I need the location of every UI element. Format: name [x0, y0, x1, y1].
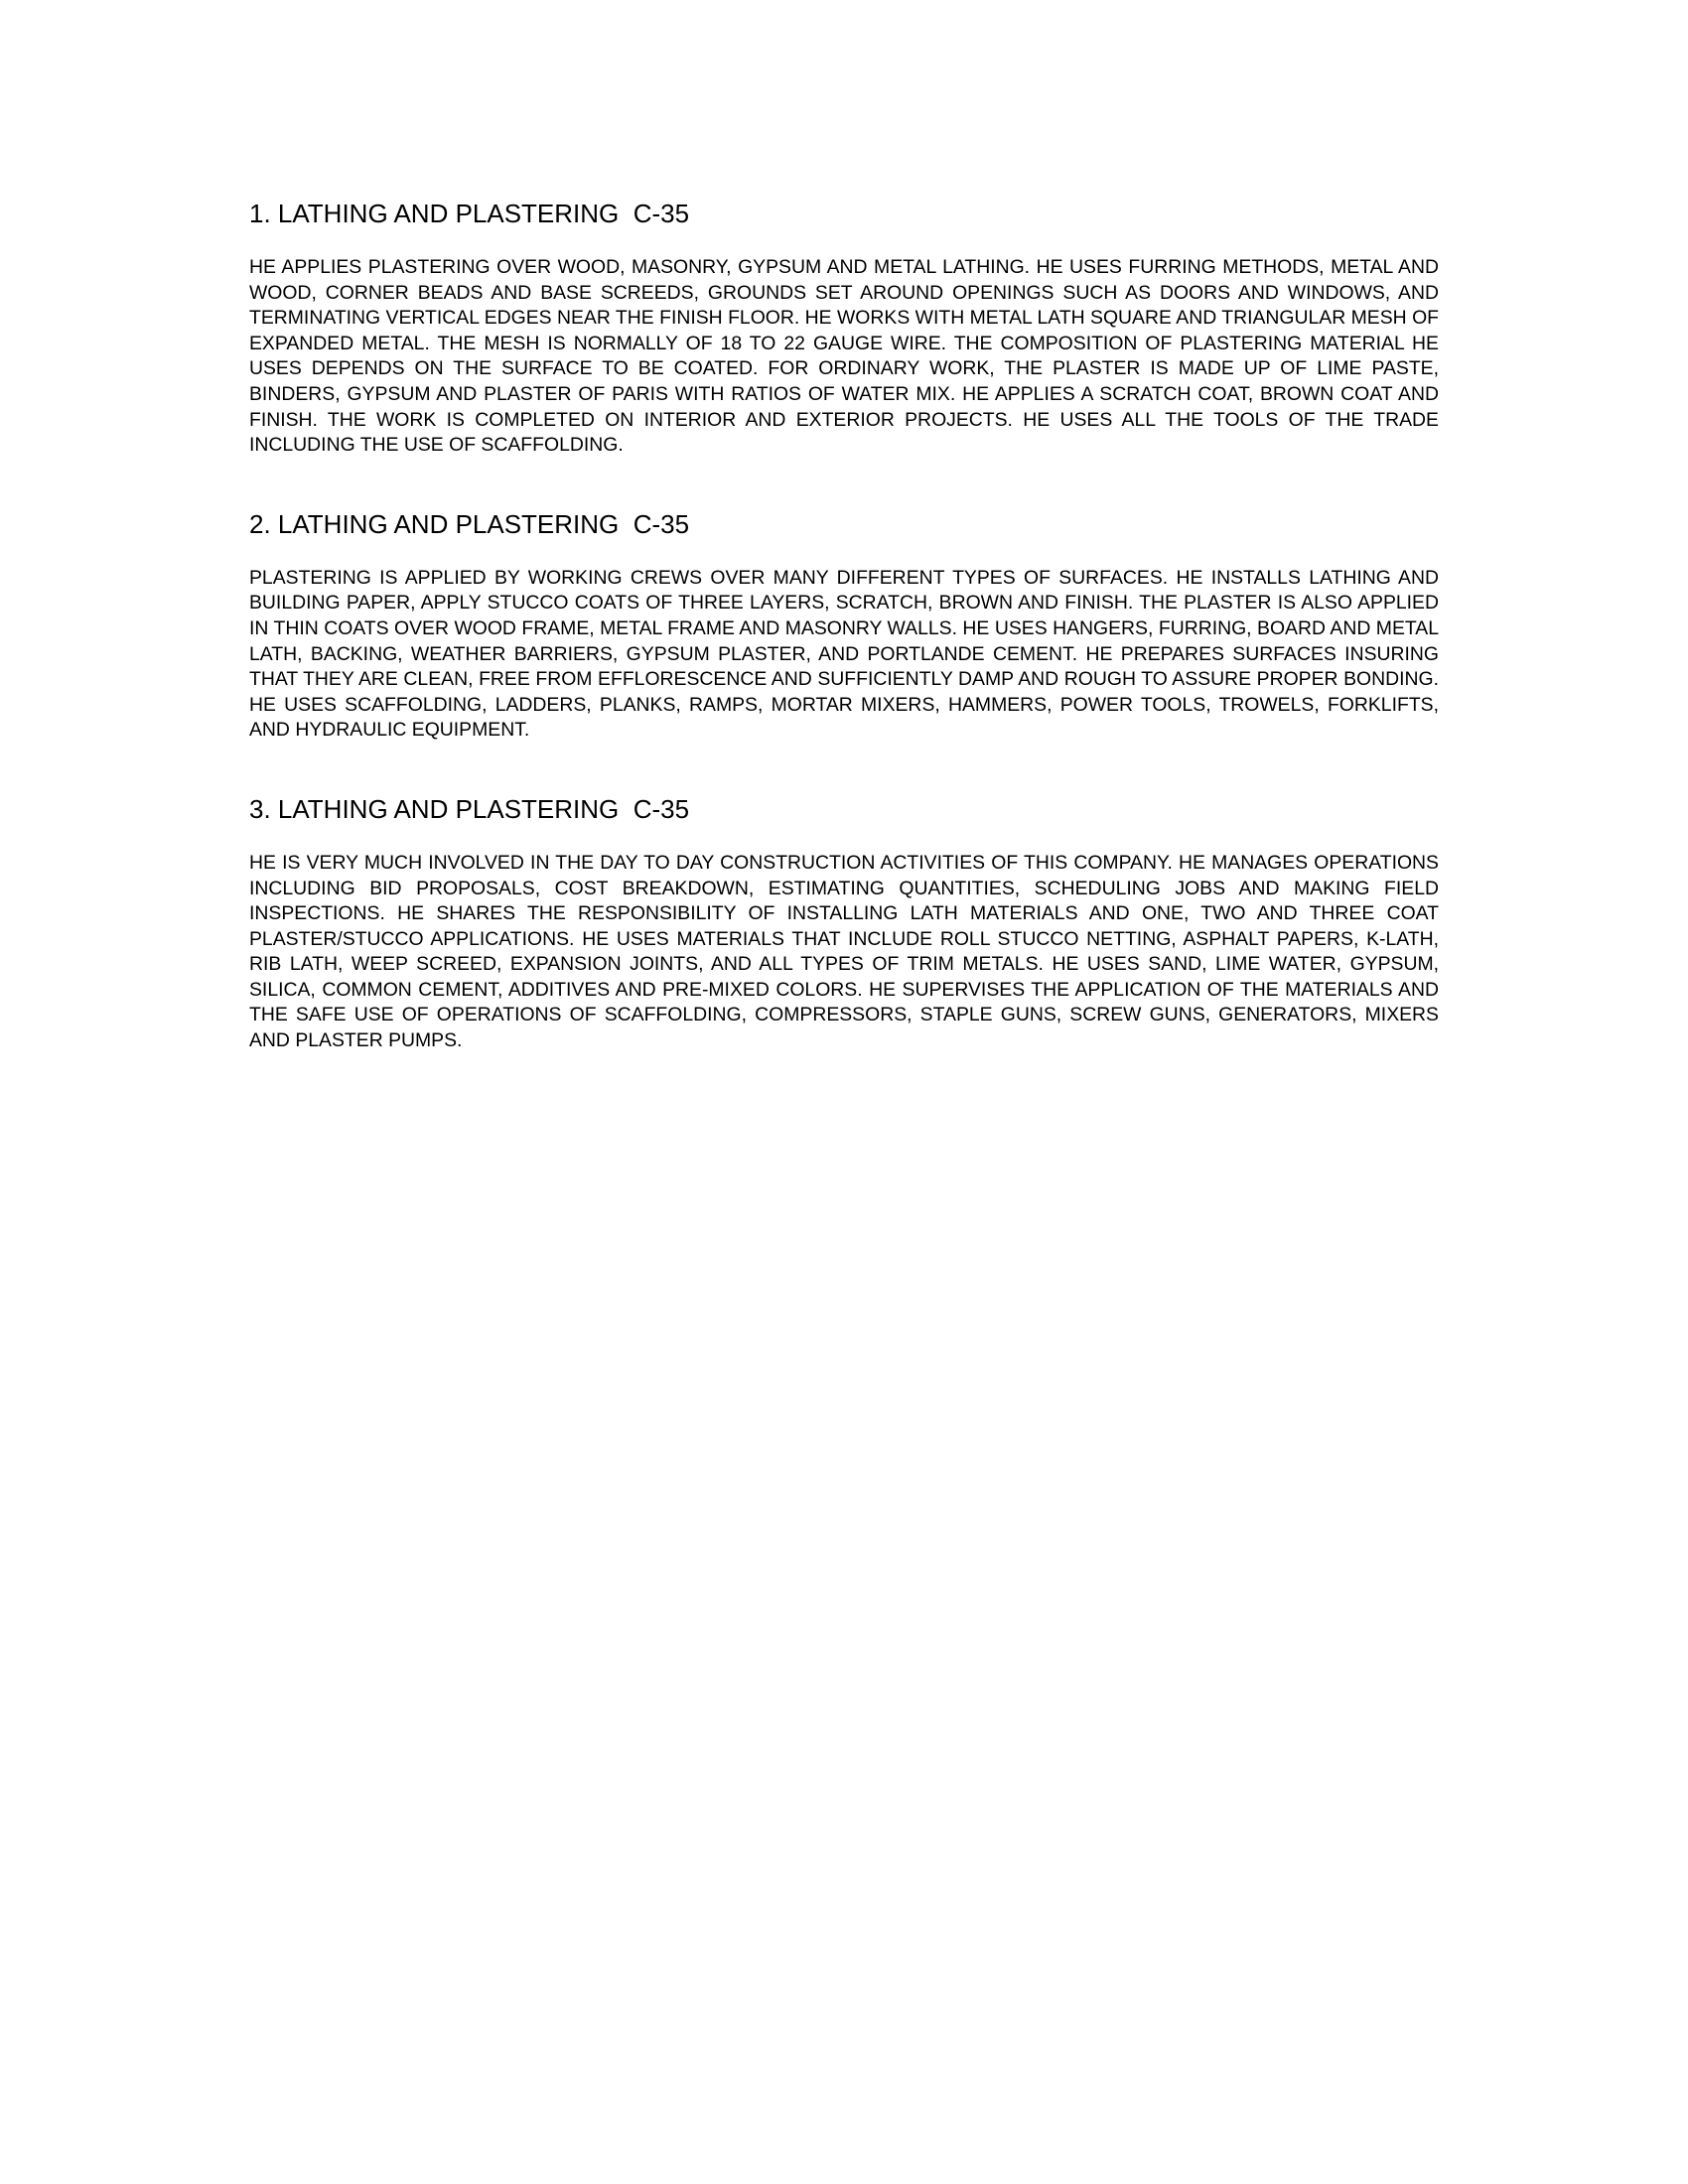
section-paragraph: HE IS VERY MUCH INVOLVED IN THE DAY TO DAY CONSTRUCTION ACTIVITIES OF THIS COMPANY. HE MANAGES OPERATIONS INCLUDING BID PROPOSALS, COST BREAKDOWN, ESTIMATING QUANTITIES, SCHEDULING JOBS AND MAKING FIELD INSPECTIONS. HE SHARES THE RESPONSIBILITY OF INSTALLING LATH MATERIALS AND ONE, TWO AND THREE COAT PLASTER/STUCCO APPLICATIONS. HE USES MATERIALS THAT INCLUDE ROLL STUCCO NETTING, ASPHALT PAPERS, K-LATH, RIB LATH, WEEP SCREED, EXPANSION JOINTS, AND ALL TYPES OF TRIM METALS. HE USES SAND, LIME WATER, GYPSUM, SILICA, COMMON CEMENT, ADDITIVES AND PRE-MIXED COLORS. HE SUPERVISES THE APPLICATION OF THE MATERIALS AND THE SAFE USE OF OPERATIONS OF SCAFFOLDING, COMPRESSORS, STAPLE GUNS, SCREW GUNS, GENERATORS, MIXERS AND PLASTER PUMPS. [249, 851, 1439, 1052]
section-2 [249, 504, 1439, 744]
section-paragraph: HE APPLIES PLASTERING OVER WOOD, MASONRY, GYPSUM AND METAL LATHING. HE USES FURRING METHODS, METAL AND WOOD, CORNER BEADS AND BASE SCREEDS, GROUNDS SET AROUND OPENINGS SUCH AS DOORS AND WINDOWS, AND TERMINATING VERTICAL EDGES NEAR THE FINISH FLOOR. HE WORKS WITH METAL LATH SQUARE AND TRIANGULAR MESH OF EXPANDED METAL. THE MESH IS NORMALLY OF 18 TO 22 GAUGE WIRE. THE COMPOSITION OF PLASTERING MATERIAL HE USES DEPENDS ON THE SURFACE TO BE COATED. FOR ORDINARY WORK, THE PLASTER IS MADE UP OF LIME PASTE, BINDERS, GYPSUM AND PLASTER OF PARIS WITH RATIOS OF WATER MIX. HE APPLIES A SCRATCH COAT, BROWN COAT AND FINISH. THE WORK IS COMPLETED ON INTERIOR AND EXTERIOR PROJECTS. HE USES ALL THE TOOLS OF THE TRADE INCLUDING THE USE OF SCAFFOLDING. [249, 256, 1439, 457]
section-paragraph: PLASTERING IS APPLIED BY WORKING CREWS OVER MANY DIFFERENT TYPES OF SURFACES. HE INSTALLS LATHING AND BUILDING PAPER, APPLY STUCCO COATS OF THREE LAYERS, SCRATCH, BROWN AND FINISH. THE PLASTER IS ALSO APPLIED IN THIN COATS OVER WOOD FRAME, METAL FRAME AND MASONRY WALLS. HE USES HANGERS, FURRING, BOARD AND METAL LATH, BACKING, WEATHER BARRIERS, GYPSUM PLASTER, AND PORTLANDE CEMENT. HE PREPARES SURFACES INSURING THAT THEY ARE CLEAN, FREE FROM EFFLORESCENCE AND SUFFICIENTLY DAMP AND ROUGH TO ASSURE PROPER BONDING. HE USES SCAFFOLDING, LADDERS, PLANKS, RAMPS, MORTAR MIXERS, HAMMERS, POWER TOOLS, TROWELS, FORKLIFTS, AND HYDRAULIC EQUIPMENT. [249, 566, 1439, 742]
section-heading: 3. LATHING AND PLASTERING C-35 [249, 793, 690, 824]
section-heading: 1. LATHING AND PLASTERING C-35 [249, 199, 690, 228]
document-content [249, 194, 1439, 1100]
section-heading: 2. LATHING AND PLASTERING C-35 [249, 508, 690, 539]
section-1 [249, 194, 1439, 459]
section-3 [249, 789, 1439, 1054]
